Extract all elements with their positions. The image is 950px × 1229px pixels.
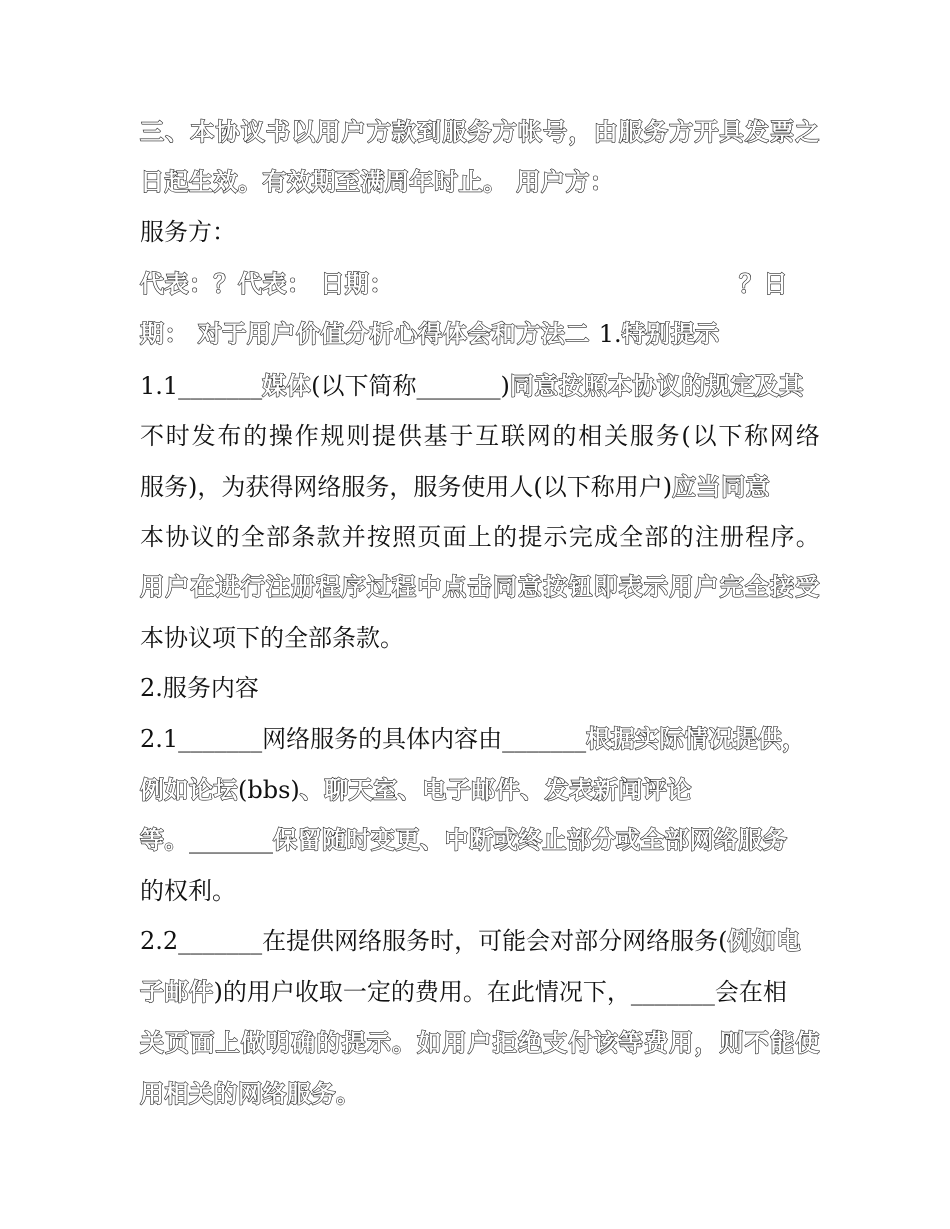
date-title-text: 期： 对于用户价值分析心得体会和方法二 [140,320,599,348]
clause-number: 1.1_______ [140,372,263,400]
clause-1-1-line-5: 用 户 在 进 行 注 册 程 序 过 程 中 点 击 同 意 按 钮 即 表 示 用 户 完 全 接 受 [140,573,820,601]
section-1-heading-line [140,314,820,354]
clause-text-styled: 媒体 [262,372,312,400]
clause-text-styled: 保留随时变更、中断或终止部分或全部网络服务 [273,826,788,854]
clause-2-1-line-4: 的权利。 [140,877,236,905]
clause-1-1-line-4: 本 协 议 的 全 部 条 款 并 按 照 页 面 上 的 提 示 完 成 全 部 的 注 册 程 序 。 [140,523,820,551]
clause-1-1-line-2: 不 时 发 布 的 操 作 规 则 提 供 基 于 互 联 网 的 相 关 服 务 ( 以 下 称 网 络 [140,422,820,450]
clause-2-2-line-2 [140,972,820,1012]
blank-field: _______ [189,826,273,854]
clause-1-1-line-3 [140,467,820,507]
clause-text: (以下简称_______) [311,372,510,400]
clause-text-styled: 子邮件 [140,978,214,1006]
clause-2-2-line-1 [140,921,820,961]
clause-text: 服务)，为获得网络服务，服务使用人(以下称用户) [140,473,673,501]
clause-2-1-line-2 [140,770,820,810]
section-1-title: 特别提示 [621,320,720,348]
clause-text-styled: 等。 [140,826,189,854]
clause-text: )的用户收取一定的费用。在此情况下，_______会在相 [213,978,787,1006]
clause-1-1-line-6: 本协议项下的全部条款。 [140,624,404,652]
clause-2-1-line-3 [140,820,820,860]
section-2-heading: 2.服务内容 [140,674,259,702]
clause-text: (bbs) [238,776,300,804]
clause-text-styled: 例如电 [727,927,802,955]
clause-text-styled: 根据实际情况提供， [586,725,807,753]
clause-1-1-line-1 [140,366,820,406]
clause-text-styled: 例如论坛 [140,776,238,804]
clause-text-styled: 应当同意 [672,473,771,501]
clause-text: 2.2_______在提供网络服务时，可能会对部分网络服务( [140,927,728,955]
clause-3-line-1: 三 、 本 协 议 书 以 用 户 方 款 到 服 务 方 帐 号 ， 由 服 务 方 开 具 发 票 之 [140,118,820,146]
signature-line [140,264,820,304]
clause-2-2-line-3: 关 页 面 上 做 明 确 的 提 示 。 如 用 户 拒 绝 支 付 该 等 费 用 ， 则 不 能 使 [140,1029,820,1057]
clause-2-1-line-1 [140,719,820,759]
clause-text: 2.1_______网络服务的具体内容由_______ [140,725,587,753]
clause-3-line-2: 日起生效。有效期至满周年时止。 用户方： [140,168,615,196]
section-number: 1. [598,320,622,348]
clause-text-styled: 同意按照本协议的规定及其 [509,372,804,400]
clause-text-styled: 、聊天室、电子邮件、发表新闻评论 [299,776,692,804]
clause-2-2-line-4: 用相关的网络服务。 [140,1080,361,1108]
representative-date-label: 代表：？代表： 日期： [140,270,394,298]
date-label-fragment: ？日 [739,270,788,298]
service-party-label: 服务方： [140,218,236,246]
